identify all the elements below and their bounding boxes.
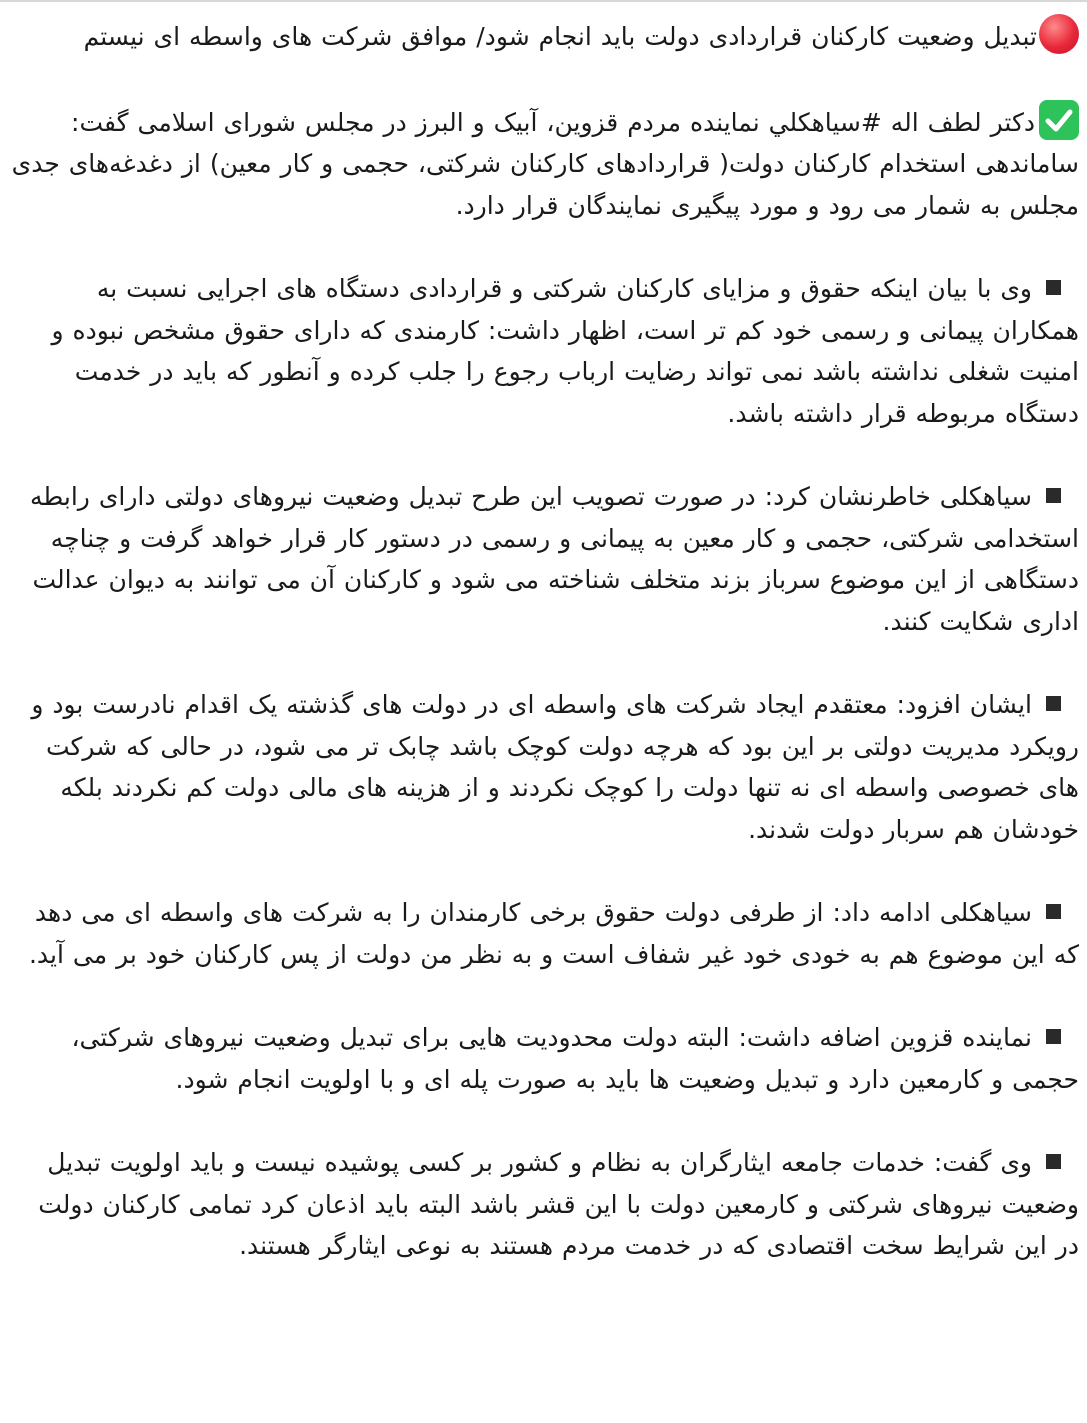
black-square-icon [1046, 696, 1061, 711]
paragraph-2 [8, 476, 1079, 642]
red-circle-icon [1039, 14, 1079, 54]
intro-text: دکتر لطف اله #سیاهكلي نماینده مردم قزوین، آبیک و البرز در مجلس شورای اسلامی گفت: ساماندهی استخدام کارکنان دولت( قراردادهای کارکنان شرکتی، حجمی و کار معین) از دغدغه‌های جدی مجلس به شمار می رود و مورد پیگیری نمایندگان قرار دارد. [11, 107, 1079, 220]
paragraph-6 [8, 1142, 1079, 1267]
black-square-icon [1046, 280, 1061, 295]
paragraph-5 [8, 1017, 1079, 1100]
paragraph-text: سیاهکلی ادامه داد: از طرفی دولت حقوق برخی کارمندان را به شرکت های واسطه ای می دهد که این موضوع هم به خودی خود غیر شفاف است و به نظر من دولت از پس کارکنان خود بر می آید. [28, 898, 1079, 969]
paragraph-text: نماینده قزوین اضافه داشت: البته دولت محدودیت هایی برای تبدیل وضعیت نیروهای شرکتی، حجمی و کارمعین دارد و تبدیل وضعیت ها باید به صورت پله ای و با اولویت انجام شود. [71, 1023, 1079, 1094]
paragraph-text: وی با بیان اینکه حقوق و مزایای کارکنان شرکتی و قراردادی دستگاه های اجرایی نسبت به همکاران پیمانی و رسمی خود کم تر است، اظهار داشت: کارمندی که دارای حقوق مشخص نبوده و امنیت شغلی نداشته باشد نمی تواند رضایت ارباب رجوع را جلب کرده و آنطور که باید در خدمت دستگاه مربوطه قرار داشته باشد. [51, 274, 1079, 428]
paragraph-text: ایشان افزود: معتقدم ایجاد شرکت های واسطه ای در دولت های گذشته یک اقدام نادرست بود و رویکرد مدیریت دولتی بر این بود که هرچه دولت کوچک باشد چابک تر می شود، در حالی که شرکت های خصوصی واسطه ای نه تنها دولت را کوچک نکردند و از هزینه های مالی دولت کم نکردند بلکه خودشان هم سربار دولت شدند. [31, 690, 1079, 844]
top-divider [0, 0, 1087, 2]
black-square-icon [1046, 904, 1061, 919]
black-square-icon [1046, 1029, 1061, 1044]
paragraph-text: سیاهکلی خاطرنشان کرد: در صورت تصویب این طرح تبدیل وضعیت نیروهای دولتی دارای رابطه استخدامی شرکتی، حجمی و کار معین به پیمانی و رسمی در دستور کار قرار خواهد گرفت و چناچه دستگاهی از این موضوع سرباز بزند متخلف شناخته می شود و کارکنان آن می توانند به دیوان عدالت اداری شکایت کنند. [29, 482, 1079, 636]
paragraph-4 [8, 892, 1079, 975]
paragraph-text: وی گفت: خدمات جامعه ایثارگران به نظام و کشور بر کسی پوشیده نیست و باید اولویت تبدیل وضعیت نیروهای شرکتی و کارمعین دولت با این قشر باشد البته باید اذعان کرد تمامی کارکنان دولت در این شرایط سخت اقتصادی که در خدمت مردم هستند به نوعی ایثارگر هستند. [38, 1148, 1079, 1260]
black-square-icon [1046, 488, 1061, 503]
article-title [8, 14, 1079, 58]
paragraph-1 [8, 268, 1079, 434]
article-title-text: تبدیل وضعیت کارکنان قراردادی دولت باید انجام شود/ موافق شرکت های واسطه ای نیستم [83, 22, 1037, 51]
check-mark-icon [1039, 100, 1079, 140]
black-square-icon [1046, 1154, 1061, 1169]
news-article [8, 14, 1079, 1267]
paragraph-3 [8, 684, 1079, 850]
intro-paragraph [8, 100, 1079, 227]
